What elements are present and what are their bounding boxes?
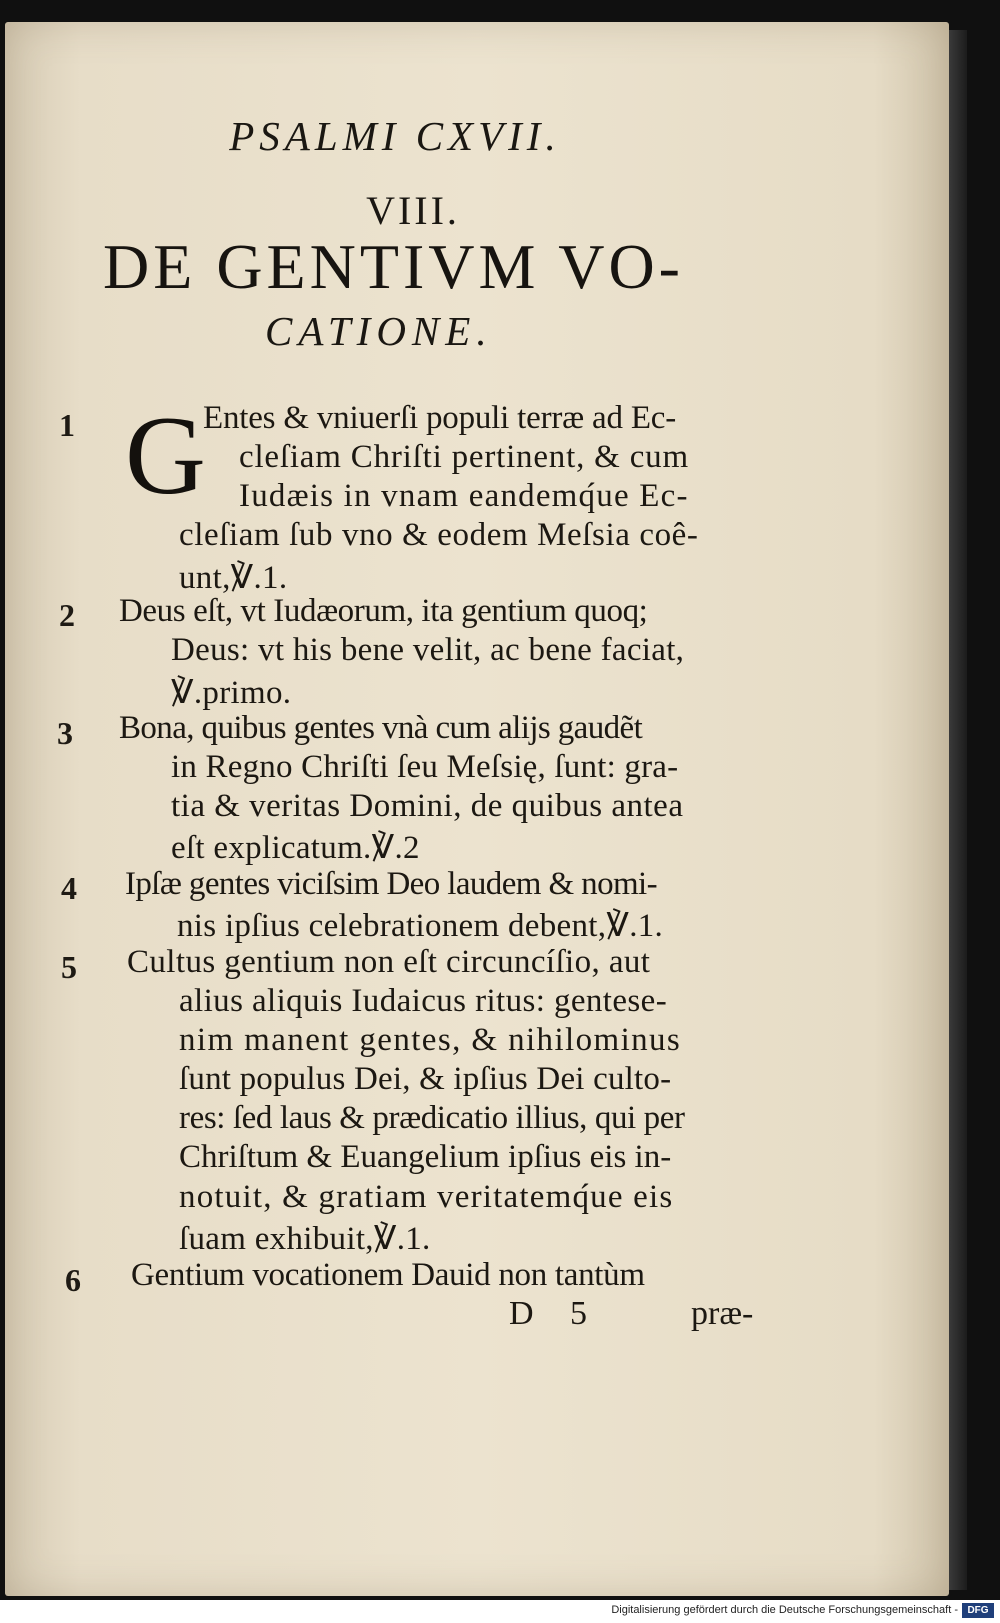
- text-line: tia & veritas Domini, de quibus antea: [171, 788, 684, 824]
- drop-cap: G: [125, 394, 206, 518]
- text-line: unt,℣.1.: [179, 560, 288, 596]
- text-line: Cultus gentium non eſt circuncíſio, aut: [127, 944, 651, 980]
- text-line: in Regno Chriſti ſeu Meſsię, ſunt: gra-: [171, 749, 679, 785]
- chapter-title-line-1: DE GENTIVM VO-: [103, 231, 684, 302]
- item-number: 3: [57, 715, 73, 751]
- text-line: Deus: vt his bene velit, ac bene faciat,: [171, 632, 685, 668]
- item-number: 5: [61, 949, 77, 985]
- book-page: [5, 22, 949, 1596]
- text-line: Deus eſt, vt Iudæorum, ita gentium quoq;: [119, 593, 648, 629]
- text-line: Chriſtum & Euangelium ipſius eis in-: [179, 1139, 672, 1175]
- text-line: ſunt populus Dei, & ipſius Dei culto-: [179, 1061, 672, 1097]
- text-line: Entes & vniuerſi populi terræ ad Ec-: [203, 400, 677, 436]
- item-number: 2: [59, 597, 75, 633]
- book-spine-edge: [949, 30, 967, 1590]
- signature-mark: D 5: [509, 1295, 602, 1332]
- text-line: eſt explicatum.℣.2: [171, 830, 420, 866]
- text-line: Bona, quibus gentes vnà cum alijs gaudẽt: [119, 710, 643, 746]
- running-head: PSALMI CXVII.: [229, 113, 561, 159]
- footer-credit: Digitalisierung gefördert durch die Deutsche Forschungsgemeinschaft -: [611, 1604, 958, 1616]
- text-line: cleſiam Chriſti pertinent, & cum: [239, 439, 689, 475]
- dfg-logo-icon: DFG: [962, 1603, 994, 1618]
- chapter-title-line-2: CATIONE.: [265, 308, 493, 354]
- text-line: res: ſed laus & prædicatio illius, qui per: [179, 1100, 685, 1136]
- text-line: notuit, & gratiam veritatemq́ue eis: [179, 1179, 674, 1215]
- text-line: ℣.primo.: [171, 675, 292, 711]
- text-line: cleſiam ſub vno & eodem Meſsia coê-: [179, 517, 699, 553]
- text-line: nis ipſius celebrationem debent,℣.1.: [177, 908, 664, 944]
- item-number: 4: [61, 870, 77, 906]
- chapter-number: VIII.: [366, 188, 460, 233]
- text-line: Iudæis in vnam eandemq́ue Ec-: [239, 478, 689, 514]
- text-line: alius aliquis Iudaicus ritus: gentese-: [179, 983, 668, 1019]
- footer-bar: [0, 1600, 1000, 1623]
- text-line: Gentium vocationem Dauid non tantùm: [131, 1257, 645, 1293]
- text-line: ſuam exhibuit,℣.1.: [179, 1221, 431, 1257]
- item-number: 6: [65, 1262, 81, 1298]
- item-number: 1: [59, 407, 75, 443]
- catchword: præ-: [691, 1295, 754, 1332]
- text-line: nim manent gentes, & nihilominus: [179, 1022, 682, 1058]
- text-line: Ipſæ gentes viciſsim Deo laudem & nomi-: [125, 866, 658, 902]
